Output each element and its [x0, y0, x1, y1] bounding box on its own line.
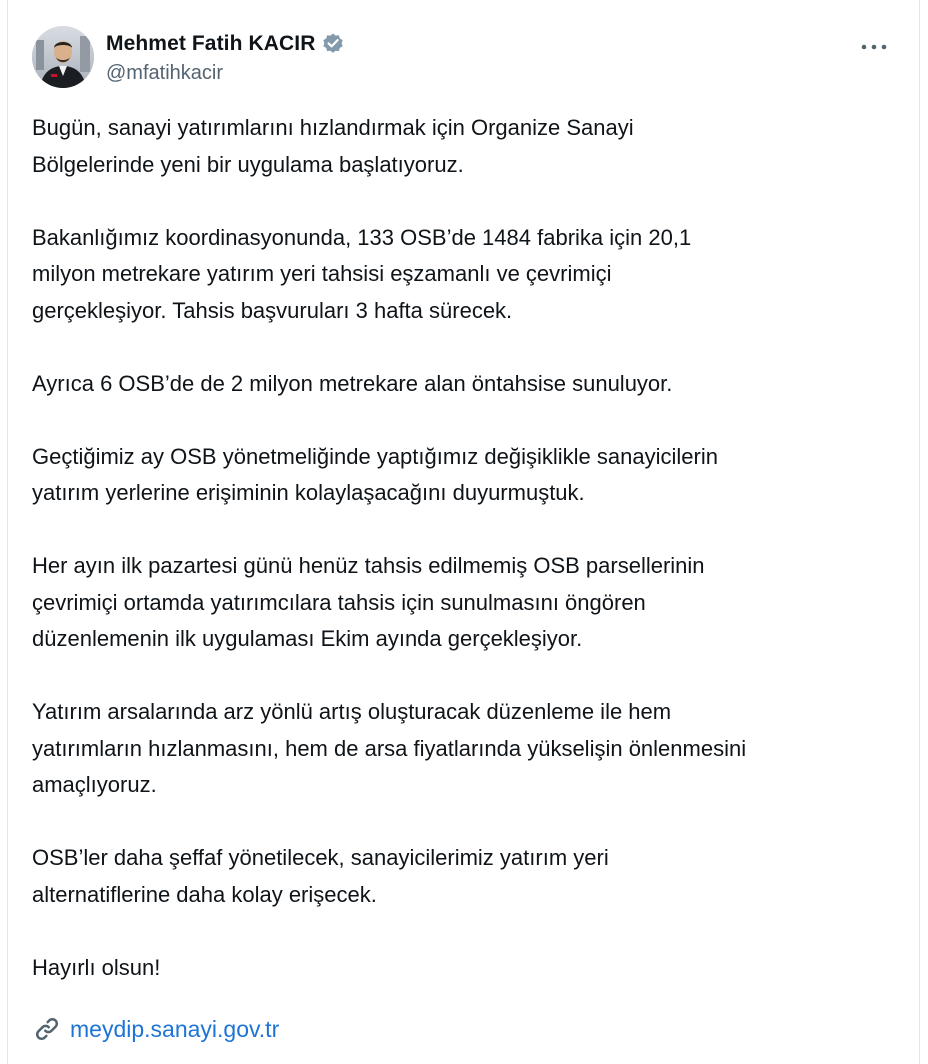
- tweet-paragraph: Bakanlığımız koordinasyonunda, 133 OSB’de 1484 fabrika için 20,1 milyon metrekare yatırım yeri tahsisi eşzamanlı ve çevrimiçi gerçekleşiyor. Tahsis başvuruları 3 hafta sürecek.: [32, 224, 692, 323]
- tweet-card: [7, 0, 920, 1064]
- link-icon: [32, 1014, 62, 1044]
- name-row: [106, 30, 345, 58]
- tweet-text: [32, 110, 892, 1023]
- handle[interactable]: @mfatihkacir: [106, 62, 223, 84]
- author-info: [106, 30, 345, 85]
- tweet-paragraph: Geçtiğimiz ay OSB yönetmeliğinde yaptığımız değişiklikle sanayicilerin yatırım yerlerine erişiminin kolaylaşacağını duyurmuştuk.: [32, 443, 718, 505]
- verified-badge-icon[interactable]: [321, 32, 345, 56]
- tweet-paragraph: OSB’ler daha şeffaf yönetilecek, sanayicilerimiz yatırım yeri alternatiflerine daha kolay erişecek.: [32, 845, 609, 907]
- link-preview[interactable]: [32, 1014, 279, 1044]
- display-name[interactable]: Mehmet Fatih KACIR: [106, 32, 316, 55]
- avatar[interactable]: [32, 26, 94, 88]
- tweet-paragraph: Ayrıca 6 OSB’de de 2 milyon metrekare alan öntahsise sunuluyor.: [32, 370, 673, 396]
- tweet-header: [32, 26, 894, 90]
- tweet-paragraph: Her ayın ilk pazartesi günü henüz tahsis edilmemiş OSB parsellerinin çevrimiçi ortamda yatırımcılara tahsis için sunulmasını öngören düzenlemenin ilk uygulaması Ekim ayında gerçekleşiyor.: [32, 553, 705, 651]
- tweet-paragraph: Bugün, sanayi yatırımlarını hızlandırmak için Organize Sanayi Bölgelerinde yeni bir uygulama başlatıyoruz.: [32, 115, 634, 177]
- tweet-paragraph: Hayırlı olsun!: [32, 954, 161, 980]
- more-options-icon[interactable]: [854, 32, 894, 62]
- link-url[interactable]: meydip.sanayi.gov.tr: [70, 1015, 280, 1042]
- tweet-paragraph: Yatırım arsalarında arz yönlü artış oluşturacak düzenleme ile hem yatırımların hızlanmasını, hem de arsa fiyatlarında yükselişin önlenmesini amaçlıyoruz.: [32, 699, 747, 797]
